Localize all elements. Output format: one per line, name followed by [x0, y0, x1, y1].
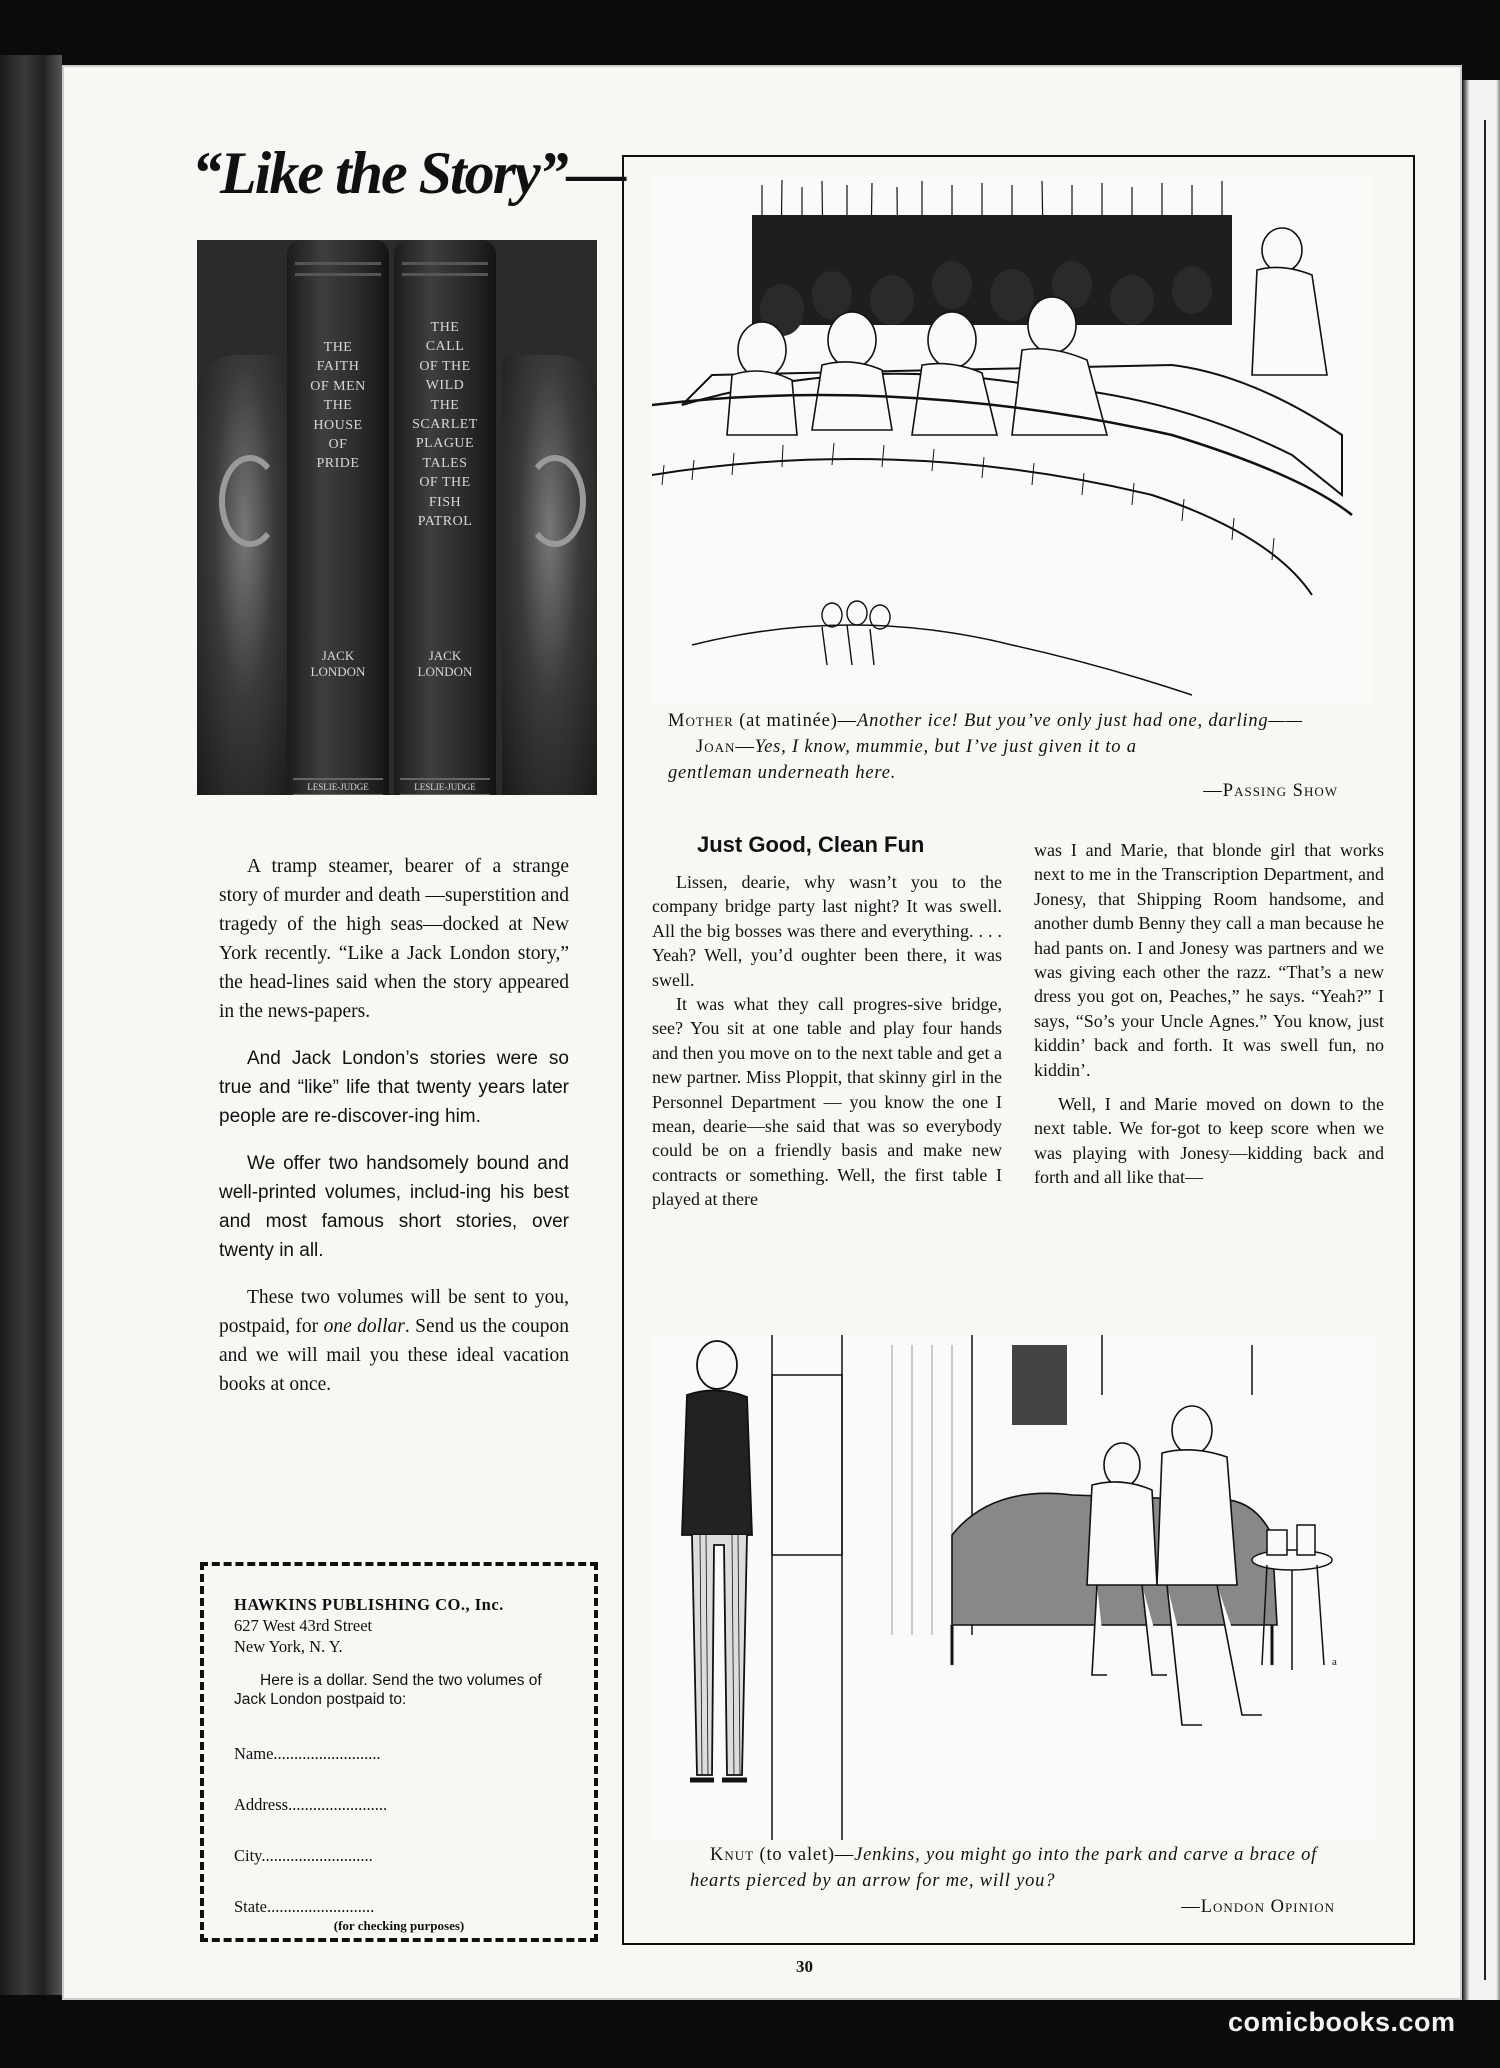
book-volume-2 [394, 240, 496, 795]
ad-body [219, 852, 569, 1417]
caption-line-1: Mother (at matinée)—Another ice! But you’ve only just had one, darling—— [668, 711, 1303, 731]
next-page-edge [1462, 80, 1500, 2000]
article-column-1 [652, 870, 1002, 1212]
coupon-instructions: Here is a dollar. Send the two volumes of Jack London postpaid to: [234, 1672, 542, 1708]
article-paragraph-3: was I and Marie, that blonde girl that works next to me in the Transcription Department, and Jonesy, that Shipping Room handsome, and another dumb Benny they call a man because he had pants on. I and Jonesy was partners and we was giving each other the razz. “That’s a new dress you got on, Peaches,” he says. “Yeah?” I says, “So’s your Uncle Agnes.” You know, just kiddin’ back and forth. It was swell fun, no kiddin’. [1034, 840, 1384, 1080]
order-coupon[interactable] [200, 1562, 598, 1942]
coupon-company: HAWKINS PUBLISHING CO., Inc. [234, 1595, 504, 1614]
ad-paragraph-4: These two volumes will be sent to you, postpaid, for one dollar. Send us the coupon and we will mail you these ideal vacation books at once. [219, 1287, 569, 1395]
caption-line-3: Knut (to valet)—Jenkins, you might go into the park and carve a brace of hearts pierced by an arrow for me, will you? [690, 1845, 1318, 1891]
page-number: 30 [796, 1957, 813, 1976]
svg-text:a: a [1332, 1656, 1337, 1668]
article-column-2 [1034, 838, 1384, 1190]
book-1-author: JACK LONDON [310, 648, 366, 680]
caption-source-1: —Passing Show [1203, 781, 1338, 801]
article-paragraph-4: Well, I and Marie moved on down to the next table. We for-got to keep score when we was playing with Jonesy—kidding back and forth and all like that— [1034, 1094, 1384, 1188]
article-title: Just Good, Clean Fun [697, 832, 925, 857]
coupon-address-field[interactable]: Address........................ [234, 1795, 388, 1814]
valet-cartoon [652, 1335, 1377, 1840]
article-paragraph-2: It was what they call progres-sive bridge, see? You sit at one table and play four hands and then you move on to the next table and get a new partner. Miss Ploppit, that skinny girl in the Personnel Department — you know the one I mean, dearie—she said that was so everybody could be on a friendly basis and make new contracts or something. Well, the first table I played at there [652, 994, 1002, 1210]
book-binding [0, 55, 62, 1995]
caption-line-2: Joan—Yes, I know, mummie, but I’ve just given it to a gentleman underneath here. [668, 737, 1137, 783]
coupon-note: (for checking purposes) [333, 1918, 465, 1933]
coupon-name-field[interactable]: Name.......................... [234, 1744, 381, 1763]
book-2-titles: THE CALL OF THE WILD THE SCARLET PLAGUE TALES OF THE FISH PATROL [412, 320, 478, 529]
bookend-left [197, 355, 292, 795]
book-volume-1 [287, 240, 389, 795]
book-2-author: JACK LONDON [417, 648, 473, 680]
books-photo [197, 240, 597, 795]
bookend-right [502, 355, 597, 795]
theater-cartoon [652, 175, 1372, 705]
caption-source-2: —London Opinion [1181, 1897, 1335, 1917]
coupon-street: 627 West 43rd Street [234, 1616, 373, 1635]
coupon-city: New York, N. Y. [234, 1637, 343, 1656]
coupon-state-field[interactable]: State.......................... [234, 1897, 375, 1916]
coupon-city-field[interactable]: City........................... [234, 1846, 373, 1865]
theater-cartoon-caption [668, 708, 1358, 801]
valet-cartoon-caption [690, 1842, 1335, 1920]
book-1-publisher: LESLIE-JUDGE [293, 778, 383, 795]
ad-paragraph-1: A tramp steamer, bearer of a strange story of murder and death —superstition and tragedy of the high seas—docked at New York recently. “Like a Jack London story,” the head-lines said when the story appeared in the news-papers. [219, 856, 569, 1022]
book-1-titles: THE FAITH OF MEN THE HOUSE OF PRIDE [310, 340, 366, 472]
book-2-publisher: LESLIE-JUDGE [400, 778, 490, 795]
ad-headline: “Like the Story”— [192, 140, 625, 206]
ad-paragraph-2: And Jack London’s stories were so true and “like” life that twenty years later people are re-discover-ing him. [219, 1048, 569, 1127]
article-paragraph-1: Lissen, dearie, why wasn’t you to the company bridge party last night? It was swell. All the big bosses was there and everything. . . . Yeah? Well, you’d oughter been there, it was swell. [652, 872, 1002, 990]
ad-paragraph-3: We offer two handsomely bound and well-printed volumes, includ-ing his best and most famous short stories, over twenty in all. [219, 1153, 569, 1261]
site-watermark[interactable]: comicbooks.com [1228, 2007, 1456, 2037]
